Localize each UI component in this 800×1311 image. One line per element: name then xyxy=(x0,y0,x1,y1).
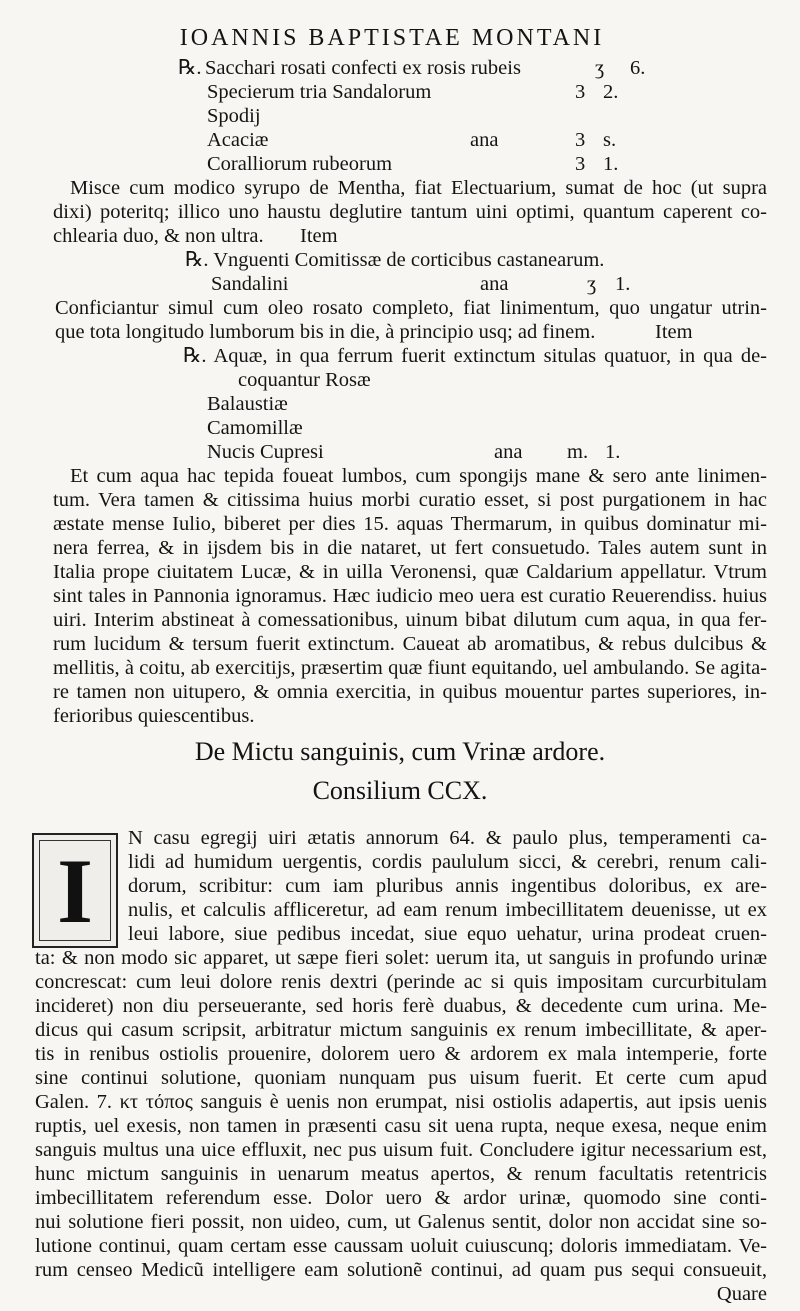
rx-symbol: ℞. xyxy=(178,57,202,79)
dose-amount: s. xyxy=(603,129,617,151)
dose-unit: 3 xyxy=(575,129,586,151)
item-marker: Item xyxy=(300,225,338,247)
ingredient: Camomillæ xyxy=(207,417,303,439)
text-line: dicus qui casum scripsit, arbitratur mictum sanguinis ex renum imbecillitate, & aper- xyxy=(35,1019,767,1041)
text-line: Galen. 7. κτ τόπος sanguis è uenis non erumpat, nisi ostiolis adapertis, aut ipsis uenis xyxy=(35,1091,767,1113)
rx-line: ℞. Aquæ, in qua ferrum fuerit extinctum situlas quatuor, in qua de- xyxy=(183,345,767,367)
text-line: nui solutione fieri possit, non uideo, cum, ut Galenus sentit, dolor non accidat sine so- xyxy=(35,1211,767,1233)
text-line: nera ferrea, & in ijsdem bis in die nataret, ut fert consuetudo. Tales autem sunt in xyxy=(53,537,767,559)
ana-word: ana xyxy=(470,129,499,151)
dose-unit: ʒ xyxy=(595,57,605,79)
item-marker: Item xyxy=(655,321,693,343)
text-line: leui labore, siue pedibus incedat, siue equo uehatur, urina prodeat cruen- xyxy=(128,923,767,945)
drop-cap xyxy=(32,833,118,948)
text-line: nulis, et calculis affliceretur, ad eam renum imbecillitatem deuenisse, ut ex xyxy=(128,899,767,921)
text-line: sine continui solutione, quoniam nunquam pus uisum fuerit. Et certe cum apud xyxy=(35,1067,767,1089)
text-line: dorum, scribitur: cum iam pluribus annis ingentibus doloribus, ex are- xyxy=(128,875,767,897)
dose-unit: ʒ xyxy=(587,273,597,295)
text-line: Misce cum modico syrupo de Mentha, fiat Electuarium, sumat de hoc (ut supra xyxy=(70,177,767,199)
text-line: dixi) poteritq; illico uno haustu deglutire tantum uini optimi, quantum caperent co- xyxy=(53,201,767,223)
consilium-heading: Consilium CCX. xyxy=(312,776,488,805)
dose-amount: 2. xyxy=(603,81,619,103)
catchword: Quare xyxy=(716,1283,767,1305)
text-line: tum. Vera tamen & citissima huius morbi curatio esset, si post purgationem in hac xyxy=(53,489,767,511)
ana-word: ana xyxy=(494,441,523,463)
rx-line-cont: coquantur Rosæ xyxy=(238,369,371,391)
ingredient: Balaustiæ xyxy=(207,393,288,415)
ingredient: Sacchari rosati confecti ex rosis rubeis xyxy=(205,57,521,79)
running-title: IOANNIS BAPTISTAE MONTANI xyxy=(179,25,605,51)
text-line: tis in renibus ostiolis prouenire, dolorem uero & ardorem ex mala intemperie, forte xyxy=(35,1043,767,1065)
text-line: æstate mense Iulio, biberet per dies 15. aquas Thermarum, in quibus dominatur mi- xyxy=(53,513,767,535)
text-line: Conficiantur simul cum oleo rosato completo, fiat linimentum, quo ungatur utrin- xyxy=(55,297,767,319)
text-line: concrescat: cum leui dolore renis dextri (perinde ac si quis impositam curcurbitulam xyxy=(35,971,767,993)
text-line: rum lucidum & tersum fuerit extinctum. Caueat ab aromatibus, & rebus dulcibus & xyxy=(53,633,767,655)
text-line: hunc mictum sanguinis in uenarum meatus apertos, & renum facultatis retentricis xyxy=(35,1163,767,1185)
drop-cap-letter: I xyxy=(57,840,93,942)
text-line: lidi ad humidum uergentis, cordis paululum sicci, & cerebri, renum cali- xyxy=(128,851,767,873)
ingredient: Specierum tria Sandalorum xyxy=(207,81,432,103)
section-title: De Mictu sanguinis, cum Vrinæ ardore. xyxy=(194,737,606,766)
text-line: ferioribus quiescentibus. xyxy=(53,705,255,727)
text-line: uiri. Interim abstineat à comessationibus, uinum bibat dilutum cum aqua, in qua fer- xyxy=(53,609,767,631)
rx-line: ℞. Vnguenti Comitissæ de corticibus castanearum. xyxy=(185,249,605,271)
dose-amount: 1. xyxy=(605,441,621,463)
text-line: que tota longitudo lumborum bis in die, à principio usq; ad finem. xyxy=(55,321,596,343)
dose-amount: 1. xyxy=(603,153,619,175)
text-line: ruptis, uel exesis, non tamen in præsenti casu sit uena rupta, neque exesa, neque enim xyxy=(35,1115,767,1137)
ana-word: ana xyxy=(480,273,509,295)
text-line: rum censeo Medicũ intelligere eam solutionẽ continui, ad quam pus sequi consueuit, xyxy=(35,1259,767,1281)
dose-amount: 6. xyxy=(630,57,646,79)
ingredient: Nucis Cupresi xyxy=(207,441,324,463)
ingredient: Sandalini xyxy=(211,273,289,295)
ingredient: Acaciæ xyxy=(207,129,269,151)
text-line: incideret) non diu perseuerante, sed horis ferè duabus, & decedente cum urina. Me- xyxy=(35,995,767,1017)
text-line: sint tales in Pannonia ignoramus. Hæc iudicio meo uera est curatio Reuerendiss. huius xyxy=(53,585,767,607)
ingredient: Coralliorum rubeorum xyxy=(207,153,393,175)
text-line: lutione continui, quam certam esse caussam uoluit cuiuscunq; doloris immediatam. Ve- xyxy=(35,1235,767,1257)
dose-unit: m. xyxy=(567,441,589,463)
text-line: sanguis multus una uice effluxit, nec pus uisum fuit. Concludere igitur necessarium est, xyxy=(35,1139,767,1161)
text-line: ta: & non modo sic apparet, ut sæpe fieri solet: uerum ita, ut sanguis in profundo urinæ xyxy=(35,947,767,969)
text-line: re tamen non uitupero, & omnia exercitia, in quibus mouentur partes superiores, in- xyxy=(53,681,767,703)
text-line: Et cum aqua hac tepida foueat lumbos, cum spongijs mane & sero ante linimen- xyxy=(70,465,767,487)
dose-unit: 3 xyxy=(575,153,586,175)
text-line: chlearia duo, & non ultra. xyxy=(53,225,264,247)
text-line: imbecillitatem referendum esse. Dolor uero & ardor urinæ, quomodo sine conti- xyxy=(35,1187,767,1209)
dose-unit: 3 xyxy=(575,81,586,103)
dose-amount: 1. xyxy=(615,273,631,295)
text-line: mellitis, à coitu, ab exercitijs, præsertim quæ fiunt equitando, uel ambulando. Se agita- xyxy=(53,657,767,679)
text-line: Italia prope ciuitatem Lucæ, & in uilla Veronensi, quæ Caldarium appellatur. Vtrum xyxy=(53,561,767,583)
text-line: N casu egregij uiri ætatis annorum 64. & paulo plus, temperamenti ca- xyxy=(128,827,767,849)
ingredient: Spodij xyxy=(207,105,261,127)
